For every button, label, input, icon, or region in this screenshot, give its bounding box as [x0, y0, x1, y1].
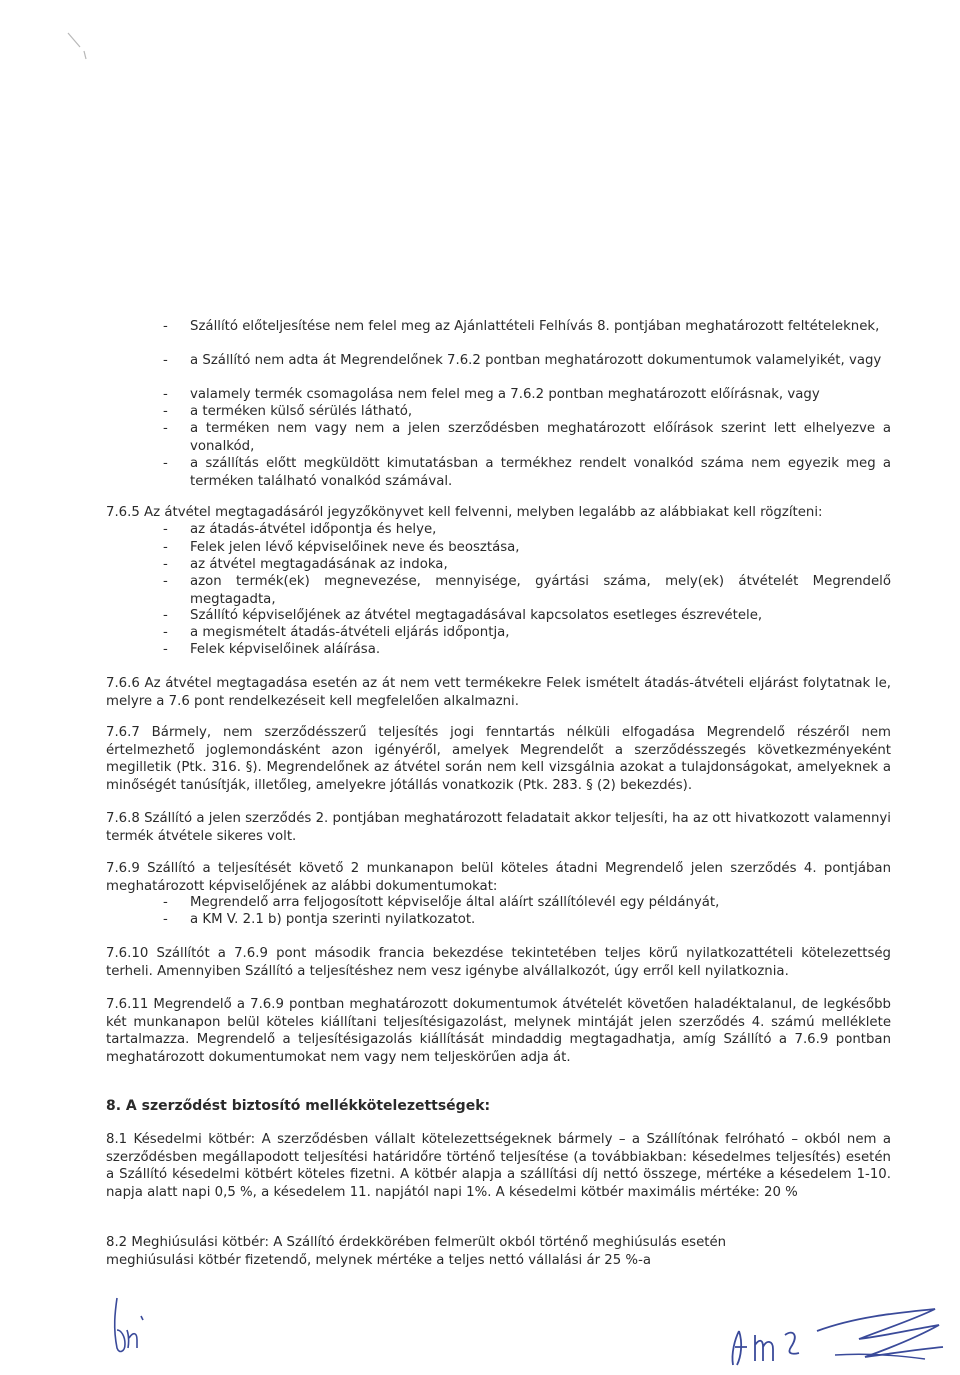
- list-item-text: a Szállító nem adta át Megrendelőnek 7.6.2 pontban meghatározott dokumentumok valamelyikét, vagy: [190, 353, 882, 368]
- paragraph-7-6-9-intro: 7.6.9 Szállító a teljesítését követő 2 munkanapon belül köteles átadni Megrendelő jelen szerződés 4. pontjában meghatározott képviselőjének az alábbi dokumentumokat:: [106, 861, 891, 894]
- list-item: [163, 403, 891, 421]
- paragraph-7-6-5-intro: 7.6.5 Az átvétel megtagadásáról jegyzőkönyvet kell felvenni, melyben legalább az alábbiakat kell rögzíteni:: [106, 505, 823, 520]
- dash-marker: -: [163, 319, 168, 334]
- list-item: [163, 352, 891, 370]
- list-item-text: a terméken nem vagy nem a jelen szerződésben meghatározott előírások szerint lett elhelyezve a vonalkód,: [190, 421, 891, 454]
- paragraph-7-6-6: 7.6.6 Az átvétel megtagadása esetén az át nem vett termékekre Felek ismételt átadás-átvételi eljárást folytatnak le, melyre a 7.6 pont rendelkezéseit kell megfelelően alkalmazni.: [106, 676, 891, 709]
- paragraph-7-6-11: 7.6.11 Megrendelő a 7.6.9 pontban meghatározott dokumentumok átvételét követően haladéktalanul, de legkésőbb két munkanapon belül köteles kiállítani teljesítésigazolást, melynek mintáját jelen szerződés 4. számú melléklete tartalmazza. Megrendelő a teljesítésigazolás kiállítását mindaddig megtagadhatja, amíg Szállító a 7.6.9 pontban meghatározott dokumentumokat nem vagy nem teljeskörűen adja át.: [106, 997, 891, 1065]
- list-item-text: Megrendelő arra feljogosított képviselője által aláírt szállítólevél egy példányát,: [190, 895, 720, 910]
- list-item: [163, 573, 891, 608]
- list-item: [163, 641, 891, 659]
- list-item-text: Szállító képviselőjének az átvétel megtagadásával kapcsolatos esetleges észrevétele,: [190, 608, 763, 623]
- list-item: [163, 420, 891, 455]
- list-item: [163, 894, 891, 912]
- dash-marker: -: [163, 608, 168, 623]
- dash-marker: -: [163, 456, 168, 471]
- list-item: [163, 607, 891, 625]
- handwritten-initials-left: [95, 1290, 165, 1360]
- dash-marker: -: [163, 895, 168, 910]
- dash-marker: -: [163, 574, 168, 589]
- list-item-text: a terméken külső sérülés látható,: [190, 404, 413, 419]
- dash-marker: -: [163, 912, 168, 927]
- list-item-text: Felek jelen lévő képviselőinek neve és beosztása,: [190, 540, 520, 555]
- list-item: [163, 521, 891, 539]
- paragraph-8-1: 8.1 Késedelmi kötbér: A szerződésben vállalt kötelezettségeknek bármely – a Szállítónak felróható – okból nem a szerződésben megállapodott teljesítési határidőre történő teljesítése (a továbbiakban: késedelmes teljesítés) esetén a Szállító késedelmi kötbért köteles fizetni. A kötbér alapja a szállítási díj nettó összege, mértéke a késedelem 1-10. napja alatt napi 0,5 %, a késedelem 11. napjától napi 1%. A késedelmi kötbér maximális mértéke: 20 %: [106, 1132, 891, 1200]
- dash-marker: -: [163, 387, 168, 402]
- handwritten-signature-right: [725, 1295, 950, 1370]
- list-item: [163, 539, 891, 557]
- list-item-text: az átadás-átvétel időpontja és helye,: [190, 522, 437, 537]
- dash-marker: -: [163, 522, 168, 537]
- list-item-text: azon termék(ek) megnevezése, mennyisége, gyártási száma, mely(ek) átvételét Megrendelő megtagadta,: [190, 574, 891, 607]
- dash-marker: -: [163, 642, 168, 657]
- dash-marker: -: [163, 557, 168, 572]
- paragraph-7-6-8: 7.6.8 Szállító a jelen szerződés 2. pontjában meghatározott feladatait akkor teljesíti, ha az ott hivatkozott valamennyi termék átvétele sikeres volt.: [106, 811, 891, 844]
- corner-pen-mark: [60, 25, 100, 65]
- list-item-text: az átvétel megtagadásának az indoka,: [190, 557, 448, 572]
- dash-marker: -: [163, 540, 168, 555]
- dash-marker: -: [163, 353, 168, 368]
- list-item-text: a megismételt átadás-átvételi eljárás időpontja,: [190, 625, 510, 640]
- paragraph-8-2: 8.2 Meghiúsulási kötbér: A Szállító érdekkörében felmerült okból történő meghiúsulás esetén meghiúsulási kötbér fizetendő, melynek mértéke a teljes nettó vállalási ár 25 %-a: [106, 1235, 727, 1268]
- list-item-text: a szállítás előtt megküldött kimutatásban a termékhez rendelt vonalkód száma nem egyezik meg a terméken található vonalkód számával.: [190, 456, 891, 489]
- paragraph-7-6-10: 7.6.10 Szállítót a 7.6.9 pont második francia bekezdése tekintetében teljes körű nyilatkozattételi kötelezettség terheli. Amennyiben Szállító a teljesítéshez nem vesz igénybe alvállalkozót, úgy erről kell nyilatkoznia.: [106, 946, 891, 979]
- dash-marker: -: [163, 625, 168, 640]
- paragraph-7-6-7: 7.6.7 Bármely, nem szerződésszerű teljesítés jogi fenntartás nélküli elfogadása Megrendelő részéről nem értelmezhető joglemondásként azon igényéről, amelyek Megrendelőt a szerződésszegés következményeként megilletik (Ptk. 316. §). Megrendelőnek az átvétel során nem kell vizsgálnia azokat a tulajdonságokat, amelyeknek a minőségét tanúsítják, illetőleg, amelyekre jótállás vonatkozik (Ptk. 283. § (2) bekezdés).: [106, 725, 891, 793]
- list-item: [163, 624, 891, 642]
- list-item: [163, 556, 891, 574]
- list-item: [163, 911, 891, 929]
- list-item-text: valamely termék csomagolása nem felel meg a 7.6.2 pontban meghatározott előírásnak, vagy: [190, 387, 820, 402]
- section-heading: 8. A szerződést biztosító mellékkötelezettségek:: [106, 1098, 491, 1114]
- list-item-text: a KM V. 2.1 b) pontja szerinti nyilatkozatot.: [190, 912, 476, 927]
- list-item: [163, 318, 891, 336]
- list-item-text: Felek képviselőinek aláírása.: [190, 642, 381, 657]
- list-item: [163, 455, 891, 490]
- dash-marker: -: [163, 404, 168, 419]
- list-item-text: Szállító előteljesítése nem felel meg az Ajánlattételi Felhívás 8. pontjában meghatározott feltételeknek,: [190, 319, 880, 334]
- list-item: [163, 386, 891, 404]
- dash-marker: -: [163, 421, 168, 436]
